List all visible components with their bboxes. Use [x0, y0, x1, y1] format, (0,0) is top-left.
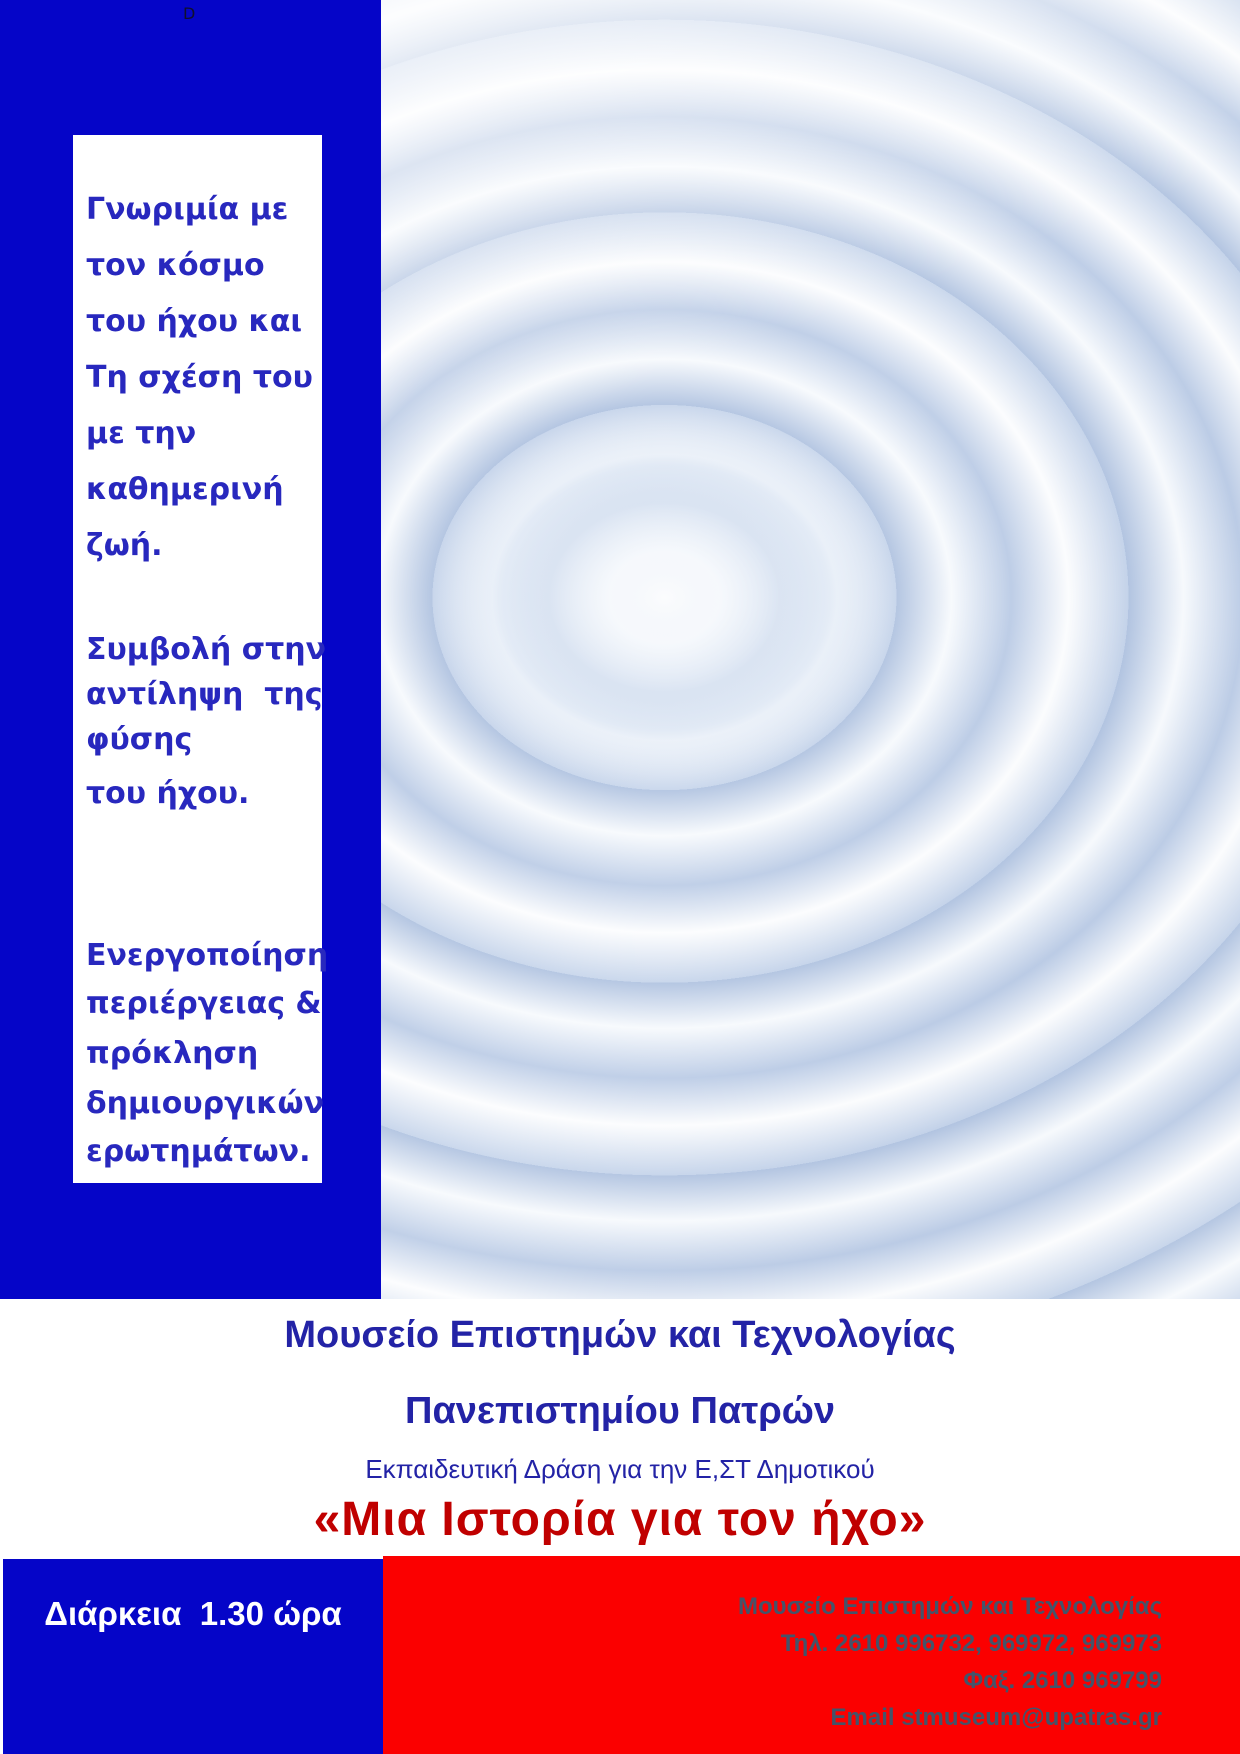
sidebar-paragraph	[86, 630, 326, 760]
sidebar-text-line: με την	[86, 416, 197, 451]
sidebar-paragraph	[86, 1034, 316, 1074]
sidebar-text-line: Τη σχέση του	[86, 360, 313, 395]
sidebar-text-line: ζωή.	[86, 528, 163, 563]
stray-d-character: D	[183, 4, 196, 23]
sidebar-text-line: φύσης	[86, 722, 193, 757]
sidebar-text-box	[73, 135, 329, 1183]
sidebar-text-line: δημιουργικών	[86, 1086, 325, 1121]
sidebar-paragraph	[86, 190, 316, 566]
event-title: «Μια Ιστορία για τον ήχο»	[313, 1493, 927, 1546]
sidebar-paragraph	[86, 774, 316, 814]
sidebar-text-line: τον κόσμο	[86, 248, 265, 283]
museum-title-line2: Πανεπιστημίου Πατρών	[405, 1390, 835, 1432]
contact-line: Email stmuseum@upatras.gr	[830, 1704, 1162, 1731]
title-section	[0, 1299, 1240, 1556]
educational-action-subtitle: Εκπαιδευτική Δράση για την Ε,ΣΤ Δημοτικού	[365, 1454, 875, 1484]
sidebar-text-line: αντίληψη της	[86, 677, 323, 712]
sidebar-text-line: καθημερινή	[86, 472, 284, 507]
sidebar-text-line: ερωτημάτων.	[86, 1134, 311, 1169]
sidebar-text-line: Ενεργοποίηση	[86, 938, 329, 973]
sidebar-text-line: πρόκληση	[86, 1036, 259, 1071]
footer-contact-band	[383, 1556, 1240, 1754]
contact-line: Φαξ. 2610 969799	[963, 1667, 1162, 1694]
duration-label: Διάρκεια 1.30 ώρα	[44, 1595, 342, 1632]
sidebar-text-line: Συμβολή στην	[86, 632, 326, 667]
sidebar-text-line: του ήχου και	[86, 304, 303, 339]
sidebar-text-line: του ήχου.	[86, 776, 250, 811]
contact-line: Τηλ. 2610 996732, 969972, 969973	[780, 1630, 1162, 1657]
sidebar-text-line: Γνωριμία με	[86, 192, 289, 227]
sidebar-paragraph	[86, 936, 329, 1024]
water-ripple-image	[381, 0, 1240, 1299]
sidebar-paragraph	[86, 1084, 325, 1172]
footer-duration-band	[3, 1559, 383, 1754]
museum-title-line1: Μουσείο Επιστημών και Τεχνολογίας	[284, 1314, 956, 1356]
sidebar-text-line: περιέργειας &	[86, 986, 322, 1021]
contact-line: Μουσείο Επιστημών και Τεχνολογίας	[738, 1593, 1162, 1620]
